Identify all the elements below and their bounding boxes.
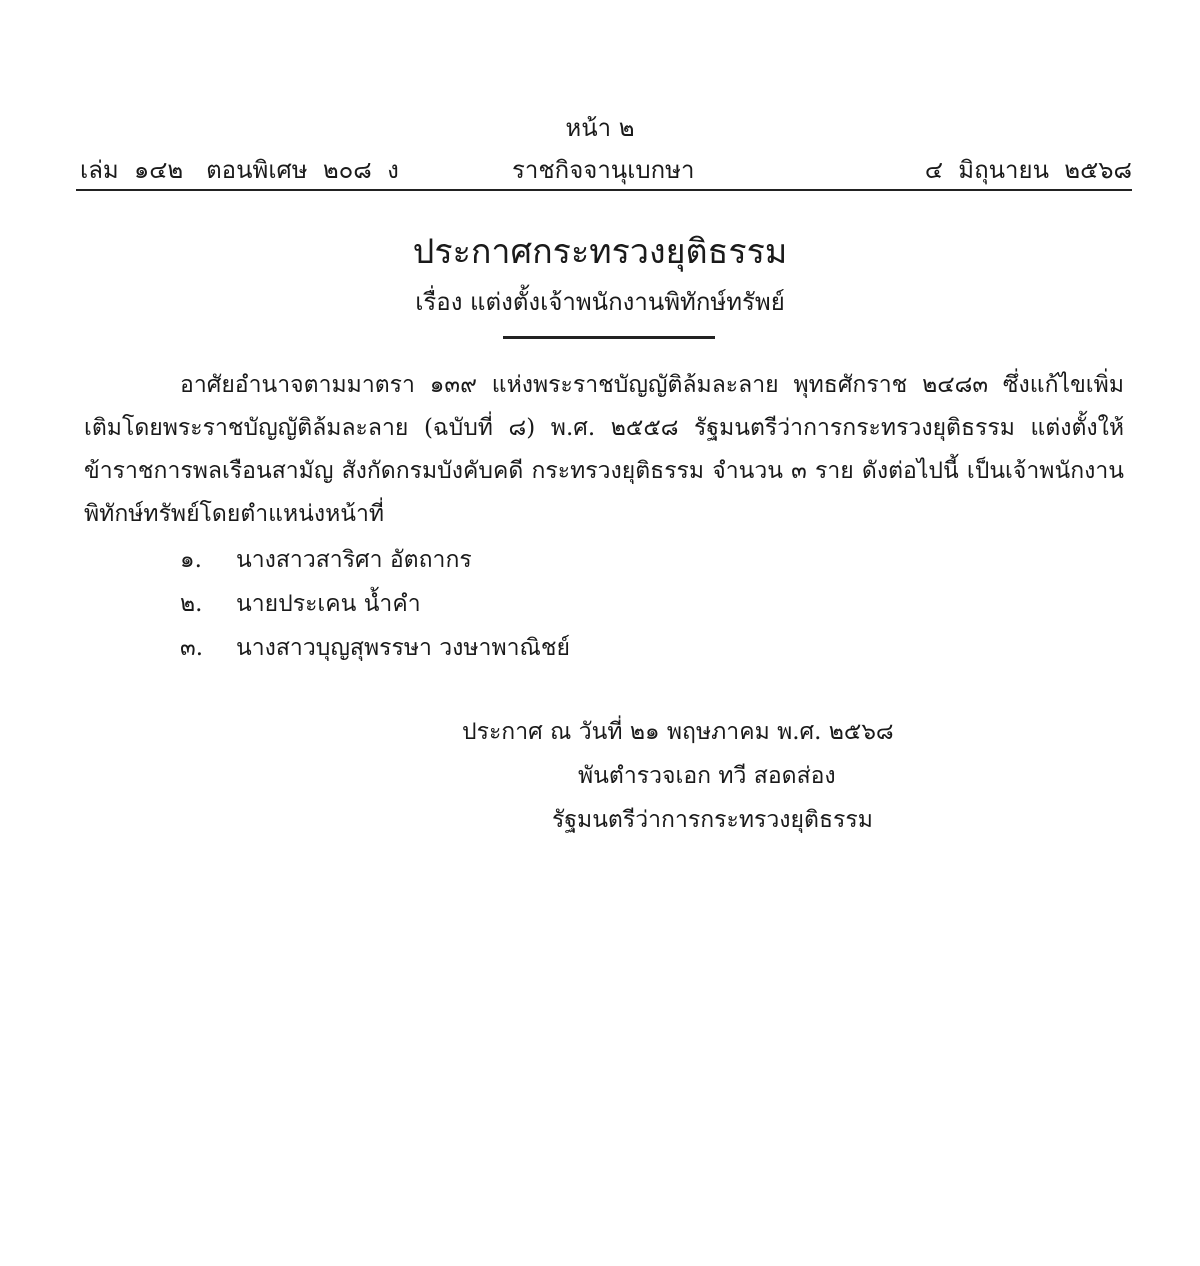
list-item — [180, 626, 570, 670]
gazette-publication-name: ราชกิจจานุเบกษา — [512, 156, 695, 184]
list-item-number: ๑. — [180, 547, 202, 573]
list-item — [180, 582, 570, 626]
list-item — [180, 538, 570, 582]
page-number: หน้า ๒ — [565, 114, 635, 142]
appointee-list — [180, 538, 570, 670]
gazette-date: ๔ มิถุนายน ๒๕๖๘ — [924, 156, 1132, 184]
gazette-volume: เล่ม ๑๔๒ ตอนพิเศษ ๒๐๘ ง — [80, 156, 399, 184]
list-item-name: นายประเคน น้ำคำ — [236, 591, 421, 617]
announcement-body-text: อาศัยอำนาจตามมาตรา ๑๓๙ แห่งพระราชบัญญัติล้มละลาย พุทธศักราช ๒๔๘๓ ซึ่งแก้ไขเพิ่มเติมโดยพระราชบัญญัติล้มละลาย (ฉบับที่ ๘) พ.ศ. ๒๕๕๘ รัฐมนตรีว่าการกระทรวงยุติธรรม แต่งตั้งให้ข้าราชการพลเรือนสามัญ สังกัดกรมบังคับคดี กระทรวงยุติธรรม จำนวน ๓ ราย ดังต่อไปนี้ เป็นเจ้าพนักงานพิทักษ์ทรัพย์โดยตำแหน่งหน้าที่ — [84, 372, 1124, 527]
announcement-title: ประกาศกระทรวงยุติธรรม — [412, 232, 788, 272]
header-divider — [76, 189, 1132, 191]
list-item-name: นางสาวสาริศา อัตถากร — [236, 547, 472, 573]
title-divider — [503, 336, 715, 339]
signature-date: ประกาศ ณ วันที่ ๒๑ พฤษภาคม พ.ศ. ๒๕๖๘ — [462, 719, 894, 745]
signature-position: รัฐมนตรีว่าการกระทรวงยุติธรรม — [552, 807, 873, 833]
list-item-number: ๓. — [180, 635, 204, 661]
announcement-subject: เรื่อง แต่งตั้งเจ้าพนักงานพิทักษ์ทรัพย์ — [415, 288, 785, 316]
list-item-name: นางสาวบุญสุพรรษา วงษาพาณิชย์ — [236, 635, 570, 661]
gazette-header — [80, 150, 1132, 184]
list-item-number: ๒. — [180, 591, 203, 617]
announcement-body — [84, 364, 1124, 536]
signature-signer: พันตำรวจเอก ทวี สอดส่อง — [578, 763, 836, 789]
